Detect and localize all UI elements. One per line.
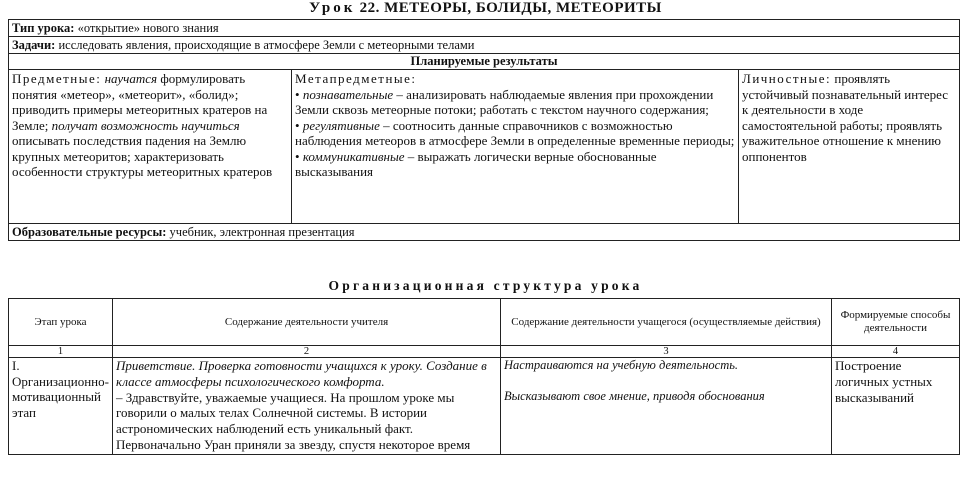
subject-lead1: научатся: [104, 71, 158, 86]
metasubject-item1-lead: познавательные: [302, 86, 394, 102]
lesson-title-prefix: Урок: [309, 0, 356, 16]
subject-text2: описывать последствия падения на Землю крупных метеоритов; характеризовать особенности структуры метеоритных кратеров: [12, 133, 273, 179]
skills-cell: Построение логичных устных высказываний: [832, 358, 960, 455]
teacher-cell: [113, 358, 501, 455]
column-number-4: 4: [832, 346, 960, 358]
student-action-2: Высказывают свое мнение, приводя обоснования: [504, 388, 765, 403]
lesson-info-table: [8, 19, 960, 241]
header-student: Содержание деятельности учащегося (осуществляемые действия): [501, 299, 832, 346]
metasubject-item2-text: – соотносить данные справочников с возможностью наблюдения метеоров в атмосфере Земли в определенные временные периоды;: [295, 117, 735, 148]
personal-label: Личностные:: [742, 71, 832, 86]
subject-text1: формулировать понятия «метеор», «метеорит», «болид»; приводить примеры метеоритных кратеров на Земле;: [12, 71, 268, 133]
column-number-2: 2: [113, 346, 501, 358]
subject-lead2: получат возможность научиться: [51, 117, 240, 133]
lesson-title-text: 22. МЕТЕОРЫ, БОЛИДЫ, МЕТЕОРИТЫ: [359, 0, 662, 16]
metasubject-label: Метапредметные:: [295, 71, 417, 86]
student-action-1: Настраиваются на учебную деятельность.: [504, 358, 739, 372]
teacher-italic-text: Приветствие. Проверка готовности учащихся к уроку. Создание в классе атмосферы психологического комфорта.: [116, 358, 487, 389]
column-number-3: 3: [501, 346, 832, 358]
metasubject-item2-lead: регулятивные: [302, 117, 380, 133]
structure-table: [8, 298, 960, 455]
header-stage: Этап урока: [9, 299, 113, 346]
metasubject-item1-text: – анализировать наблюдаемые явления при прохождении Земли сквозь метеорные потоки; работать с текстом научного содержания;: [295, 86, 714, 117]
subject-results-cell: [9, 70, 292, 224]
lesson-type-value: «открытие» нового знания: [77, 21, 219, 35]
lesson-type-label: Тип урока:: [12, 21, 75, 35]
lesson-type-row: [9, 20, 960, 37]
header-teacher: Содержание деятельности учителя: [113, 299, 501, 346]
teacher-speech-text: – Здравствуйте, уважаемые учащиеся. На прошлом уроке мы говорили о малых телах Солнечной системы. В истории астрономических наблюдений есть уникальный факт. Первоначально Уран приняли за звезду, спустя некоторое время: [116, 389, 471, 452]
structure-heading: Организационная структура урока: [328, 278, 643, 293]
tasks-label: Задачи:: [12, 38, 56, 52]
subject-label: Предметные:: [12, 71, 102, 86]
metasubject-item3-lead: коммуникативные: [302, 148, 405, 164]
personal-text: проявлять устойчивый познавательный интерес к деятельности в ходе самостоятельной работы; проявлять уважительное отношение к мнению оппонентов: [742, 71, 949, 164]
resources-value: учебник, электронная презентация: [169, 225, 355, 239]
planned-results-heading: Планируемые результаты: [9, 54, 960, 70]
metasubject-item3-text: – выражать логически верные обоснованные высказывания: [295, 148, 657, 179]
stage-cell: I. Организационно-мотивационный этап: [9, 358, 113, 455]
personal-results-cell: [739, 70, 960, 224]
column-number-1: 1: [9, 346, 113, 358]
student-cell: [501, 358, 832, 455]
tasks-row: [9, 37, 960, 54]
resources-label: Образовательные ресурсы:: [12, 225, 167, 239]
metasubject-results-cell: Метапредметные: • познавательные – анализировать наблюдаемые явления при прохождении Земли сквозь метеорные потоки; работать с текстом научного содержания; • регулятивные – соотносить данные справочников с возможностью наблюдения метеоров в атмосфере Земли в определенные временные периоды; • коммуникативные – выражать логически верные обоснованные высказывания: [292, 70, 739, 224]
lesson-title: [0, 0, 971, 20]
tasks-value: исследовать явления, происходящие в атмосфере Земли с метеорными телами: [58, 38, 475, 52]
header-skills: Формируемые способы деятельности: [832, 299, 960, 346]
resources-row: [9, 224, 960, 241]
